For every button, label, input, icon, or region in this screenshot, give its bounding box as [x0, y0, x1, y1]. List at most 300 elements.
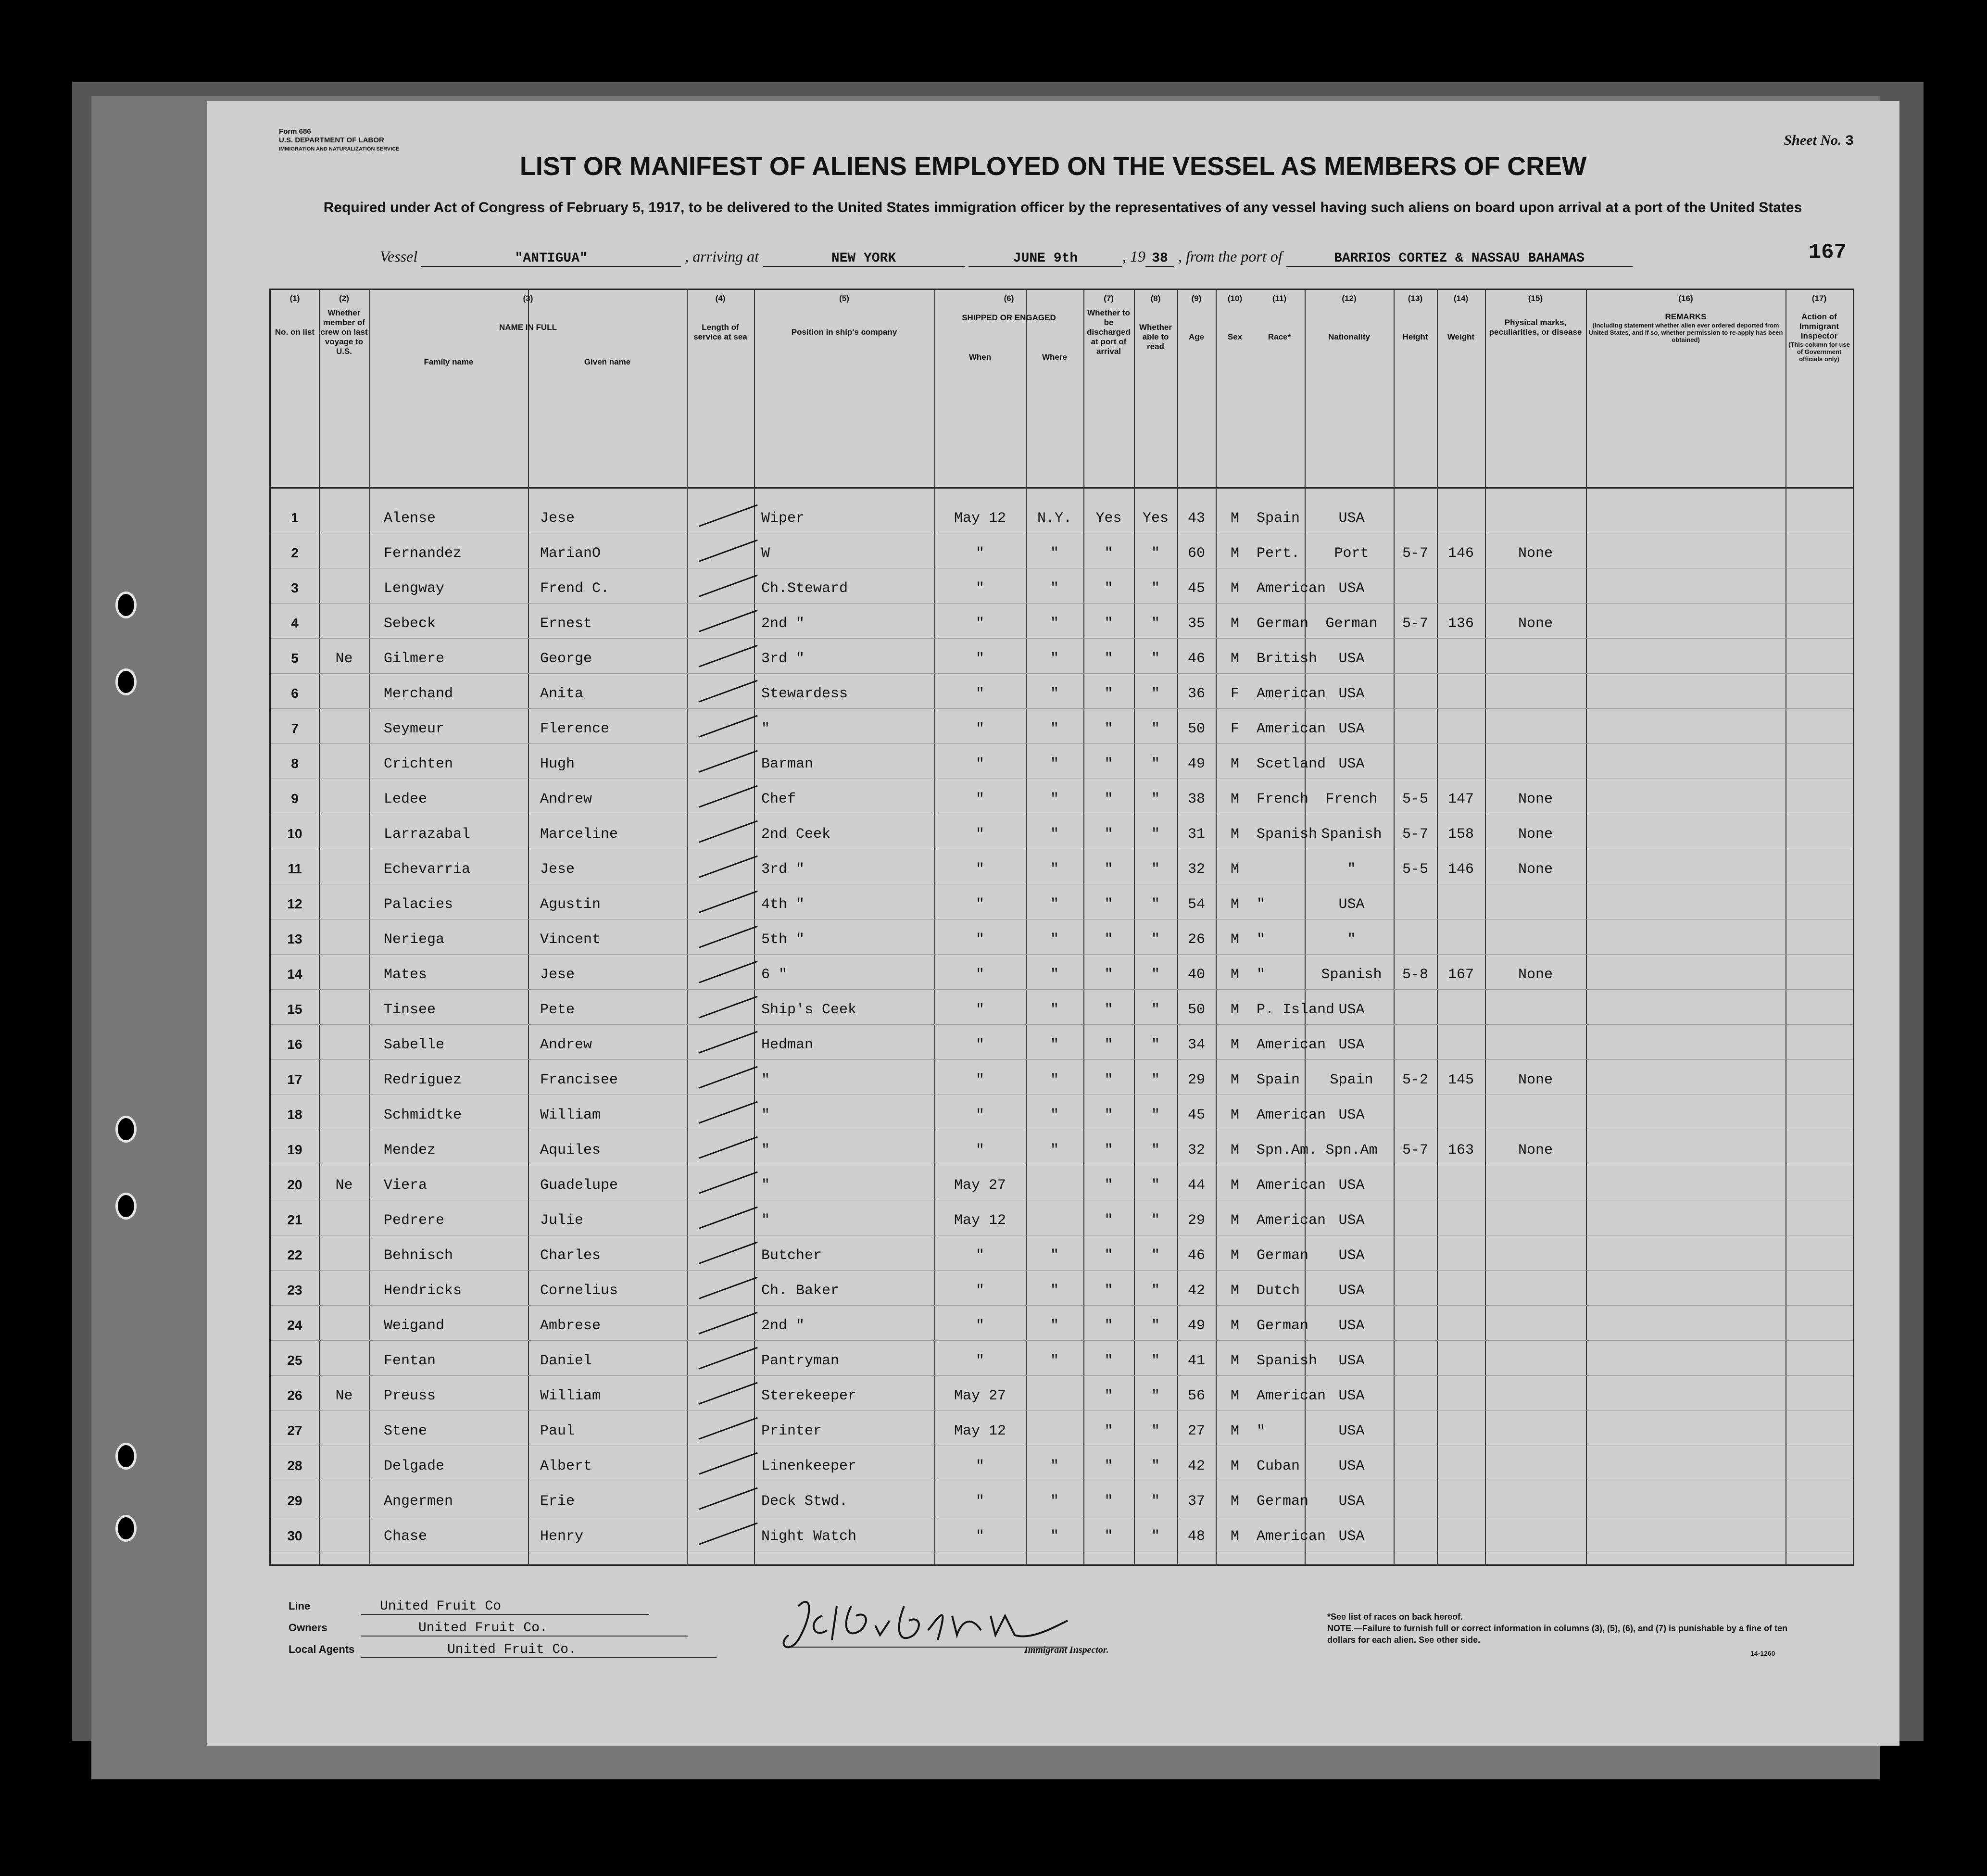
row-rule — [271, 1410, 1853, 1411]
cell-read: " — [1151, 1072, 1160, 1088]
header-number: (7) — [1104, 294, 1114, 303]
cell-position: Sterekeeper — [761, 1388, 857, 1404]
cell-age: 32 — [1187, 1142, 1205, 1158]
header-crew — [319, 294, 369, 356]
cell-age: 54 — [1187, 896, 1205, 913]
row-rule — [271, 1305, 1853, 1306]
cell-disch: " — [1104, 721, 1113, 737]
cell-read: " — [1151, 1212, 1160, 1229]
cell-nat: USA — [1338, 1037, 1365, 1053]
header-number: (5) — [839, 294, 849, 303]
cell-family: Preuss — [384, 1388, 436, 1404]
cell-family: Behnisch — [384, 1247, 453, 1264]
check-mark — [698, 1277, 757, 1299]
cell-nat: Spanish — [1321, 967, 1382, 983]
check-mark — [698, 1487, 757, 1510]
owners-label: Owners — [289, 1622, 327, 1634]
cell-no: 19 — [287, 1142, 302, 1157]
cell-sex: M — [1230, 510, 1239, 527]
cell-nat: Port — [1334, 545, 1369, 562]
row-rule — [271, 1059, 1853, 1060]
cell-age: 34 — [1187, 1037, 1205, 1053]
header-label: Age — [1188, 332, 1205, 341]
binder-hole — [115, 1443, 137, 1470]
cell-race: " — [1257, 896, 1266, 913]
cell-sex: F — [1230, 686, 1239, 702]
cell-given: Erie — [540, 1493, 575, 1510]
cell-given: MarianO — [540, 545, 601, 562]
cell-where: " — [1050, 545, 1059, 562]
row-rule — [271, 638, 1853, 639]
cell-disch: " — [1104, 1247, 1113, 1264]
header-number: (11) — [1272, 294, 1287, 303]
cell-when: " — [975, 1493, 984, 1510]
cell-no: 18 — [287, 1107, 302, 1122]
check-mark — [698, 1347, 757, 1370]
cell-sex: M — [1230, 1142, 1239, 1158]
check-mark — [698, 1136, 757, 1159]
row-rule — [271, 603, 1853, 604]
column-divider — [1394, 290, 1395, 1564]
cell-when: " — [975, 967, 984, 983]
footer-owners — [289, 1621, 688, 1637]
cell-crew: Ne — [335, 1388, 353, 1404]
cell-read: " — [1151, 861, 1160, 878]
cell-where: " — [1050, 1142, 1059, 1158]
row-rule — [271, 708, 1853, 709]
cell-family: Alense — [384, 510, 436, 527]
cell-no: 30 — [287, 1528, 302, 1543]
cell-position: " — [761, 1072, 770, 1088]
binder-hole — [115, 668, 137, 695]
cell-when: " — [975, 1142, 984, 1158]
cell-when: " — [975, 826, 984, 843]
cell-given: William — [540, 1107, 601, 1123]
cell-sex: M — [1230, 1423, 1239, 1439]
cell-age: 40 — [1187, 967, 1205, 983]
header-label: Weight — [1447, 332, 1475, 341]
page-subtitle: Required under Act of Congress of February 5, 1917, to be delivered to the United States immigration officer by the representatives of any vessel having such aliens on board upon arrival at a port of the United States — [323, 200, 1802, 215]
cell-sex: M — [1230, 1353, 1239, 1369]
cell-age: 37 — [1187, 1493, 1205, 1510]
binder-hole — [115, 592, 137, 618]
cell-nat: Spanish — [1321, 826, 1382, 843]
cell-when: May 12 — [954, 1423, 1006, 1439]
binder-hole — [115, 1515, 137, 1542]
cell-disch: " — [1104, 1002, 1113, 1018]
cell-disch: " — [1104, 791, 1113, 807]
cell-age: 42 — [1187, 1458, 1205, 1474]
cell-no: 7 — [291, 721, 299, 736]
cell-family: Hendricks — [384, 1283, 462, 1299]
header-label: Whether able to read — [1139, 323, 1172, 351]
cell-age: 50 — [1187, 721, 1205, 737]
cell-no: 12 — [287, 896, 302, 911]
cell-disch: " — [1104, 967, 1113, 983]
cell-position: " — [761, 1177, 770, 1194]
column-divider — [1305, 290, 1306, 1564]
header-label: NAME IN FULL — [499, 323, 557, 332]
cell-given: William — [540, 1388, 601, 1404]
cell-family: Lengway — [384, 580, 445, 597]
cell-given: George — [540, 651, 592, 667]
cell-given: Daniel — [540, 1353, 592, 1369]
cell-family: Merchand — [384, 686, 453, 702]
row-rule — [271, 1340, 1853, 1341]
cell-where: " — [1050, 1493, 1059, 1510]
row-rule — [271, 743, 1853, 744]
cell-sex: M — [1230, 896, 1239, 913]
cell-when: " — [975, 756, 984, 772]
cell-age: 27 — [1187, 1423, 1205, 1439]
check-mark — [698, 1382, 757, 1405]
cell-family: Fernandez — [384, 545, 462, 562]
cell-given: Pete — [540, 1002, 575, 1018]
cell-where: " — [1050, 616, 1059, 632]
cell-position: Ch.Steward — [761, 580, 848, 597]
cell-position: 5th " — [761, 932, 805, 948]
cell-disch: " — [1104, 651, 1113, 667]
cell-when: May 27 — [954, 1177, 1006, 1194]
row-rule — [271, 1270, 1853, 1271]
column-divider — [1437, 290, 1438, 1564]
cell-read: " — [1151, 545, 1160, 562]
cell-disch: " — [1104, 896, 1113, 913]
cell-race: Spanish — [1257, 826, 1318, 843]
cell-when: " — [975, 1072, 984, 1088]
form-identifier — [279, 127, 400, 153]
cell-age: 36 — [1187, 686, 1205, 702]
cell-position: 3rd " — [761, 861, 805, 878]
cell-when: " — [975, 1107, 984, 1123]
cell-when: May 12 — [954, 510, 1006, 527]
manifest-number: 167 — [1808, 240, 1847, 264]
cell-sex: M — [1230, 1528, 1239, 1545]
cell-no: 13 — [287, 932, 302, 946]
cell-read: Yes — [1142, 510, 1169, 527]
header-age — [1177, 294, 1216, 342]
row-rule — [271, 1024, 1853, 1025]
cell-given: Marceline — [540, 826, 618, 843]
column-divider — [1216, 290, 1217, 1564]
cell-given: Flerence — [540, 721, 610, 737]
sheet-value: 3 — [1845, 133, 1854, 150]
column-divider — [934, 290, 935, 1564]
cell-race: American — [1257, 580, 1326, 597]
cell-read: " — [1151, 1247, 1160, 1264]
cell-when: May 12 — [954, 1212, 1006, 1229]
cell-when: " — [975, 896, 984, 913]
check-mark — [698, 750, 757, 773]
cell-no: 21 — [287, 1212, 302, 1227]
cell-given: Ernest — [540, 616, 592, 632]
cell-weight: 146 — [1447, 545, 1474, 562]
cell-age: 45 — [1187, 580, 1205, 597]
cell-family: Seymeur — [384, 721, 445, 737]
cell-position: Stewardess — [761, 686, 848, 702]
column-divider — [687, 290, 688, 1564]
header-divider — [271, 487, 1853, 489]
cell-position: 2nd Ceek — [761, 826, 831, 843]
cell-no: 5 — [291, 651, 299, 666]
cell-family: Gilmere — [384, 651, 445, 667]
cell-weight: 158 — [1447, 826, 1474, 843]
header-label: Height — [1402, 332, 1428, 341]
header-marks — [1485, 294, 1586, 337]
cell-given: Ambrese — [540, 1318, 601, 1334]
header-discharge — [1083, 294, 1134, 356]
column-divider — [1177, 290, 1178, 1564]
cell-position: 3rd " — [761, 651, 805, 667]
cell-when: " — [975, 791, 984, 807]
cell-nat: USA — [1338, 756, 1365, 772]
header-label: Whether member of crew on last voyage to U.S. — [320, 308, 368, 356]
port-label: , from the port of — [1178, 248, 1283, 265]
cell-read: " — [1151, 1423, 1160, 1439]
cell-race: Spn.Am. — [1257, 1142, 1318, 1158]
cell-sex: M — [1230, 791, 1239, 807]
column-divider — [1586, 290, 1587, 1564]
cell-disch: " — [1104, 826, 1113, 843]
cell-family: Sabelle — [384, 1037, 445, 1053]
cell-given: Agustin — [540, 896, 601, 913]
cell-position: 4th " — [761, 896, 805, 913]
cell-read: " — [1151, 967, 1160, 983]
cell-read: " — [1151, 721, 1160, 737]
cell-family: Echevarria — [384, 861, 471, 878]
cell-no: 23 — [287, 1283, 302, 1297]
check-mark — [698, 1171, 757, 1194]
cell-age: 49 — [1187, 756, 1205, 772]
cell-age: 48 — [1187, 1528, 1205, 1545]
cell-when: " — [975, 1458, 984, 1474]
cell-given: Anita — [540, 686, 584, 702]
cell-crew: Ne — [335, 651, 353, 667]
cell-race: Pert. — [1257, 545, 1300, 562]
footer-line — [289, 1599, 649, 1615]
column-divider — [319, 290, 320, 1564]
cell-no: 2 — [291, 545, 299, 560]
service: IMMIGRATION AND NATURALIZATION SERVICE — [279, 146, 400, 152]
header-no — [271, 294, 319, 337]
cell-given: Hugh — [540, 756, 575, 772]
cell-height: 5-7 — [1402, 1142, 1428, 1158]
check-mark — [698, 1523, 757, 1545]
header-family: Family name — [424, 357, 474, 366]
cell-age: 38 — [1187, 791, 1205, 807]
check-mark — [698, 504, 757, 527]
header-weight — [1437, 294, 1485, 342]
cell-nat: German — [1325, 616, 1378, 632]
check-mark — [698, 645, 757, 667]
cell-nat: French — [1325, 791, 1378, 807]
check-mark — [698, 996, 757, 1019]
cell-where: " — [1050, 932, 1059, 948]
check-mark — [698, 1312, 757, 1335]
crew-table — [269, 289, 1854, 1566]
cell-family: Viera — [384, 1177, 428, 1194]
cell-family: Stene — [384, 1423, 428, 1439]
header-number: (9) — [1191, 294, 1202, 303]
cell-height: 5-2 — [1402, 1072, 1428, 1088]
departure-port: BARRIOS CORTEZ & NASSAU BAHAMAS — [1286, 251, 1633, 267]
cell-given: Henry — [540, 1528, 584, 1545]
cell-weight: 147 — [1447, 791, 1474, 807]
header-sex — [1216, 294, 1254, 342]
cell-when: " — [975, 1247, 984, 1264]
cell-marks: None — [1518, 861, 1553, 878]
cell-race: German — [1257, 1493, 1309, 1510]
form-number: Form 686 — [279, 127, 311, 136]
cell-weight: 167 — [1447, 967, 1474, 983]
cell-disch: " — [1104, 1493, 1113, 1510]
cell-given: Charles — [540, 1247, 601, 1264]
cell-no: 9 — [291, 791, 299, 806]
header-sublabel: (This column for use of Government officials only) — [1788, 341, 1850, 363]
header-number: (6) — [1004, 294, 1014, 303]
header-number: (2) — [339, 294, 349, 303]
cell-age: 46 — [1187, 1247, 1205, 1264]
cell-family: Crichten — [384, 756, 453, 772]
cell-no: 15 — [287, 1002, 302, 1017]
cell-read: " — [1151, 616, 1160, 632]
cell-age: 26 — [1187, 932, 1205, 948]
header-service — [687, 294, 754, 342]
header-number: (3) — [523, 294, 533, 303]
cell-nat: USA — [1338, 1002, 1365, 1018]
cell-nat: USA — [1338, 1528, 1365, 1545]
cell-sex: M — [1230, 1002, 1239, 1018]
header-number: (10) — [1227, 294, 1243, 303]
cell-age: 44 — [1187, 1177, 1205, 1194]
header-label: Whether to be discharged at port of arrival — [1087, 308, 1131, 356]
cell-nat: USA — [1338, 1318, 1365, 1334]
cell-position: " — [761, 1142, 770, 1158]
cell-height: 5-5 — [1402, 861, 1428, 878]
cell-where: " — [1050, 1107, 1059, 1123]
check-mark — [698, 961, 757, 983]
cell-marks: None — [1518, 616, 1553, 632]
cell-race: American — [1257, 721, 1326, 737]
column-divider — [369, 290, 370, 1564]
cell-age: 49 — [1187, 1318, 1205, 1334]
cell-family: Ledee — [384, 791, 428, 807]
page-title: LIST OR MANIFEST OF ALIENS EMPLOYED ON THE VESSEL AS MEMBERS OF CREW — [519, 152, 1587, 181]
cell-age: 29 — [1187, 1212, 1205, 1229]
cell-given: Francisee — [540, 1072, 618, 1088]
cell-family: Pedrere — [384, 1212, 445, 1229]
header-position — [754, 294, 934, 337]
cell-marks: None — [1518, 545, 1553, 562]
header-number: (15) — [1528, 294, 1543, 303]
cell-sex: M — [1230, 1388, 1239, 1404]
cell-no: 28 — [287, 1458, 302, 1473]
cell-sex: M — [1230, 1177, 1239, 1194]
check-mark — [698, 1031, 757, 1054]
row-rule — [271, 954, 1853, 955]
line-label: Line — [289, 1600, 311, 1612]
cell-when: " — [975, 861, 984, 878]
cell-given: Jese — [540, 510, 575, 527]
cell-read: " — [1151, 756, 1160, 772]
cell-sex: M — [1230, 616, 1239, 632]
cell-nat: USA — [1338, 1353, 1365, 1369]
check-mark — [698, 1452, 757, 1475]
cell-when: " — [975, 580, 984, 597]
cell-sex: M — [1230, 861, 1239, 878]
cell-race: German — [1257, 1247, 1309, 1264]
cell-disch: Yes — [1095, 510, 1122, 527]
cell-read: " — [1151, 580, 1160, 597]
cell-read: " — [1151, 1458, 1160, 1474]
cell-nat: Spain — [1330, 1072, 1373, 1088]
cell-age: 29 — [1187, 1072, 1205, 1088]
cell-disch: " — [1104, 1353, 1113, 1369]
cell-race: American — [1257, 1212, 1326, 1229]
check-mark — [698, 1207, 757, 1229]
check-mark — [698, 820, 757, 843]
cell-read: " — [1151, 932, 1160, 948]
cell-where: " — [1050, 1072, 1059, 1088]
header-label: Length of service at sea — [693, 323, 747, 341]
cell-race: Spanish — [1257, 1353, 1318, 1369]
cell-nat: USA — [1338, 651, 1365, 667]
cell-sex: M — [1230, 1283, 1239, 1299]
column-divider — [1485, 290, 1486, 1564]
cell-age: 50 — [1187, 1002, 1205, 1018]
cell-nat: USA — [1338, 896, 1365, 913]
cell-race: " — [1257, 932, 1266, 948]
cell-sex: M — [1230, 756, 1239, 772]
cell-disch: " — [1104, 1318, 1113, 1334]
cell-disch: " — [1104, 756, 1113, 772]
column-divider — [1083, 290, 1084, 1564]
cell-race: Spain — [1257, 510, 1300, 527]
cell-read: " — [1151, 1528, 1160, 1545]
cell-age: 42 — [1187, 1283, 1205, 1299]
column-divider — [528, 290, 529, 1564]
cell-nat: USA — [1338, 1177, 1365, 1194]
header-number: (8) — [1150, 294, 1161, 303]
cell-position: Pantryman — [761, 1353, 840, 1369]
cell-disch: " — [1104, 1423, 1113, 1439]
cell-no: 29 — [287, 1493, 302, 1508]
cell-disch: " — [1104, 616, 1113, 632]
cell-weight: 145 — [1447, 1072, 1474, 1088]
cell-nat: USA — [1338, 1212, 1365, 1229]
cell-read: " — [1151, 1037, 1160, 1053]
cell-race: German — [1257, 616, 1309, 632]
row-rule — [271, 989, 1853, 990]
cell-disch: " — [1104, 1107, 1113, 1123]
cell-disch: " — [1104, 932, 1113, 948]
cell-where: " — [1050, 651, 1059, 667]
cell-nat: USA — [1338, 1247, 1365, 1264]
cell-family: Schmidtke — [384, 1107, 462, 1123]
cell-position: Butcher — [761, 1247, 822, 1264]
races-note: *See list of races on back hereof. — [1327, 1612, 1463, 1622]
cell-disch: " — [1104, 580, 1113, 597]
cell-where: " — [1050, 1037, 1059, 1053]
cell-age: 45 — [1187, 1107, 1205, 1123]
cell-marks: None — [1518, 1142, 1553, 1158]
cell-position: Hedman — [761, 1037, 814, 1053]
cell-race: French — [1257, 791, 1309, 807]
cell-no: 26 — [287, 1388, 302, 1403]
header-race — [1254, 294, 1305, 342]
penalty-note: NOTE.—Failure to furnish full or correct information in columns (3), (5), (6), and (7) is punishable by a fine of ten dollars for each alien. See other side. — [1327, 1624, 1788, 1645]
header-number: (16) — [1678, 294, 1693, 303]
